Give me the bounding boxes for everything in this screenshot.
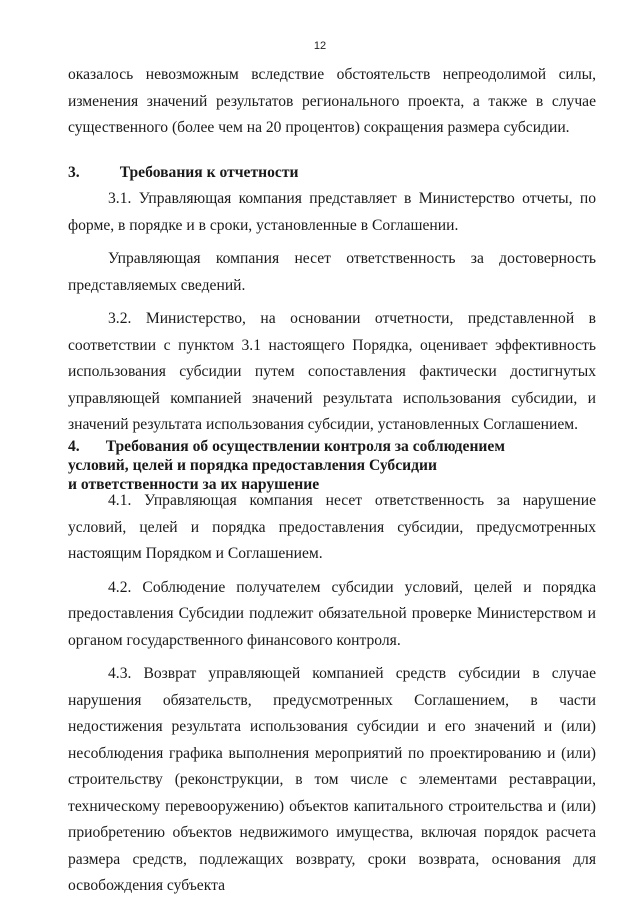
- section-4-title-line-1: Требования об осуществлении контроля за соблюдением: [105, 438, 505, 455]
- section-3-heading-block: [68, 160, 596, 187]
- page-number: 12: [313, 40, 327, 52]
- section-4-1-paragraph: 4.1. Управляющая компания несет ответственность за нарушение условий, целей и порядка предоставления субсидии, предусмотренных настоящим Порядком и Соглашением.: [68, 492, 596, 562]
- intro-paragraph: оказалось невозможным вследствие обстоятельств непреодолимой силы, изменения значений результатов регионального проекта, а также в случае существенного (более чем на 20 процентов) сокращения размера субсидии.: [68, 66, 596, 136]
- section-3-number: 3.: [68, 164, 80, 181]
- section-3-2-paragraph: 3.2. Министерство, на основании отчетности, представленной в соответствии с пунктом 3.1 настоящего Порядка, оценивает эффективность использования субсидии путем сопоставления фактически достигнутых управляющей компанией значений результата использования субсидии, и значений результата использования субсидии, установленных Соглашением.: [68, 310, 596, 433]
- section-3-body: [68, 186, 596, 439]
- section-3-heading: [68, 160, 596, 187]
- section-4-2-paragraph: 4.2. Соблюдение получателем субсидии условий, целей и порядка предоставления Субсидии подлежит обязательной проверке Министерством и органом государственного финансового контроля.: [68, 578, 596, 649]
- section-3-1-responsibility-paragraph: Управляющая компания несет ответственность за достоверность представляемых сведений.: [68, 250, 596, 294]
- section-4-body: [68, 488, 596, 900]
- section-4-title-line-2: условий, целей и порядка предоставления Субсидии: [68, 457, 437, 474]
- section-3-1-paragraph: 3.1. Управляющая компания представляет в Министерство отчеты, по форме, в порядке и в сроки, установленные в Соглашении.: [68, 190, 596, 234]
- section-4-title-line-3: и ответственности за их нарушение: [68, 476, 320, 493]
- section-3-title: Требования к отчетности: [119, 164, 299, 181]
- section-4-heading-block: [68, 437, 596, 494]
- intro-paragraph-block: [68, 62, 596, 142]
- section-4-number: 4.: [68, 438, 80, 455]
- section-4-heading-line-1: [68, 437, 596, 456]
- section-4-3-paragraph: 4.3. Возврат управляющей компанией средств субсидии в случае нарушения обязательств, предусмотренных Соглашением, в части недостижения результата использования субсидии и его значений и (или) несоблюдения графика выполнения мероприятий по проектированию и (или) строительству (реконструкции, в том числе с элементами реставрации, техническому перевооружению) объектов капитального строительства и (или) приобретению объектов недвижимого имущества, включая порядок расчета размера средств, подлежащих возврату, сроки возврата, основания для освобождения субъекта: [68, 665, 596, 894]
